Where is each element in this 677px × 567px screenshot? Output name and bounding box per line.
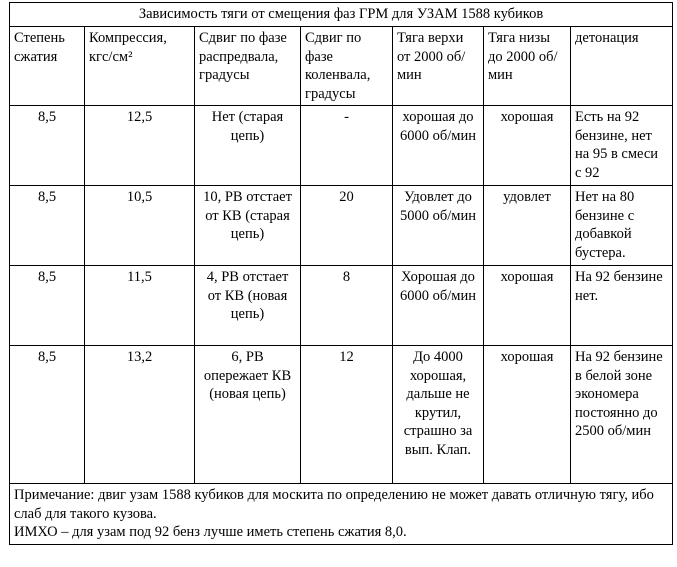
header-crankshaft-shift: Сдвиг по фазе коленвала, градусы <box>301 27 393 106</box>
table-row <box>10 186 673 266</box>
table-row <box>10 106 673 186</box>
table-row <box>10 266 673 346</box>
note-cell <box>10 484 673 545</box>
header-camshaft-shift: Сдвиг по фазе распредвала, градусы <box>195 27 301 106</box>
cell-camshaft-shift: 4, РВ отстает от КВ (новая цепь) <box>195 266 301 346</box>
cell-torque-high: До 4000 хорошая, дальше не крутил, страшно за вып. Клап. <box>393 346 484 484</box>
cell-compression: 11,5 <box>85 266 195 346</box>
header-compression: Компрессия, кгс/см² <box>85 27 195 106</box>
cell-compression-ratio: 8,5 <box>10 346 85 484</box>
note-row <box>10 484 673 545</box>
cell-crankshaft-shift: 20 <box>301 186 393 266</box>
cell-compression-ratio: 8,5 <box>10 106 85 186</box>
cell-crankshaft-shift: 8 <box>301 266 393 346</box>
cell-torque-low: хорошая <box>484 346 571 484</box>
cell-compression-ratio: 8,5 <box>10 186 85 266</box>
header-torque-low: Тяга низы до 2000 об/мин <box>484 27 571 106</box>
cell-torque-high: Удовлет до 5000 об/мин <box>393 186 484 266</box>
cell-compression: 13,2 <box>85 346 195 484</box>
cell-detonation: На 92 бензине нет. <box>571 266 673 346</box>
cell-compression-ratio: 8,5 <box>10 266 85 346</box>
timing-table <box>9 2 673 545</box>
header-compression-ratio: Степень сжатия <box>10 27 85 106</box>
header-torque-high: Тяга верхи от 2000 об/мин <box>393 27 484 106</box>
cell-detonation: На 92 бензине в белой зоне экономера постоянно до 2500 об/мин <box>571 346 673 484</box>
cell-detonation: Нет на 80 бензине с добавкой бустера. <box>571 186 673 266</box>
cell-camshaft-shift: 6, РВ опережает КВ (новая цепь) <box>195 346 301 484</box>
cell-compression: 12,5 <box>85 106 195 186</box>
cell-camshaft-shift: Нет (старая цепь) <box>195 106 301 186</box>
cell-torque-high: хорошая до 6000 об/мин <box>393 106 484 186</box>
cell-crankshaft-shift: 12 <box>301 346 393 484</box>
note-text: Примечание: двиг узам 1588 кубиков для москита по определению не может давать отличную тягу, ибо слаб для такого кузова. <box>14 487 654 522</box>
cell-crankshaft-shift: - <box>301 106 393 186</box>
header-detonation: детонация <box>571 27 673 106</box>
cell-torque-low: хорошая <box>484 266 571 346</box>
cell-camshaft-shift: 10, РВ отстает от КВ (старая цепь) <box>195 186 301 266</box>
cell-torque-low: хорошая <box>484 106 571 186</box>
imho-text: ИМХО – для узам под 92 бенз лучше иметь степень сжатия 8,0. <box>14 524 407 540</box>
header-row <box>10 27 673 106</box>
cell-torque-high: Хорошая до 6000 об/мин <box>393 266 484 346</box>
cell-detonation: Есть на 92 бензине, нет на 95 в смеси с 92 <box>571 106 673 186</box>
table-row <box>10 346 673 484</box>
title-row <box>10 3 673 27</box>
table-title: Зависимость тяги от смещения фаз ГРМ для УЗАМ 1588 кубиков <box>10 3 673 27</box>
cell-compression: 10,5 <box>85 186 195 266</box>
cell-torque-low: удовлет <box>484 186 571 266</box>
